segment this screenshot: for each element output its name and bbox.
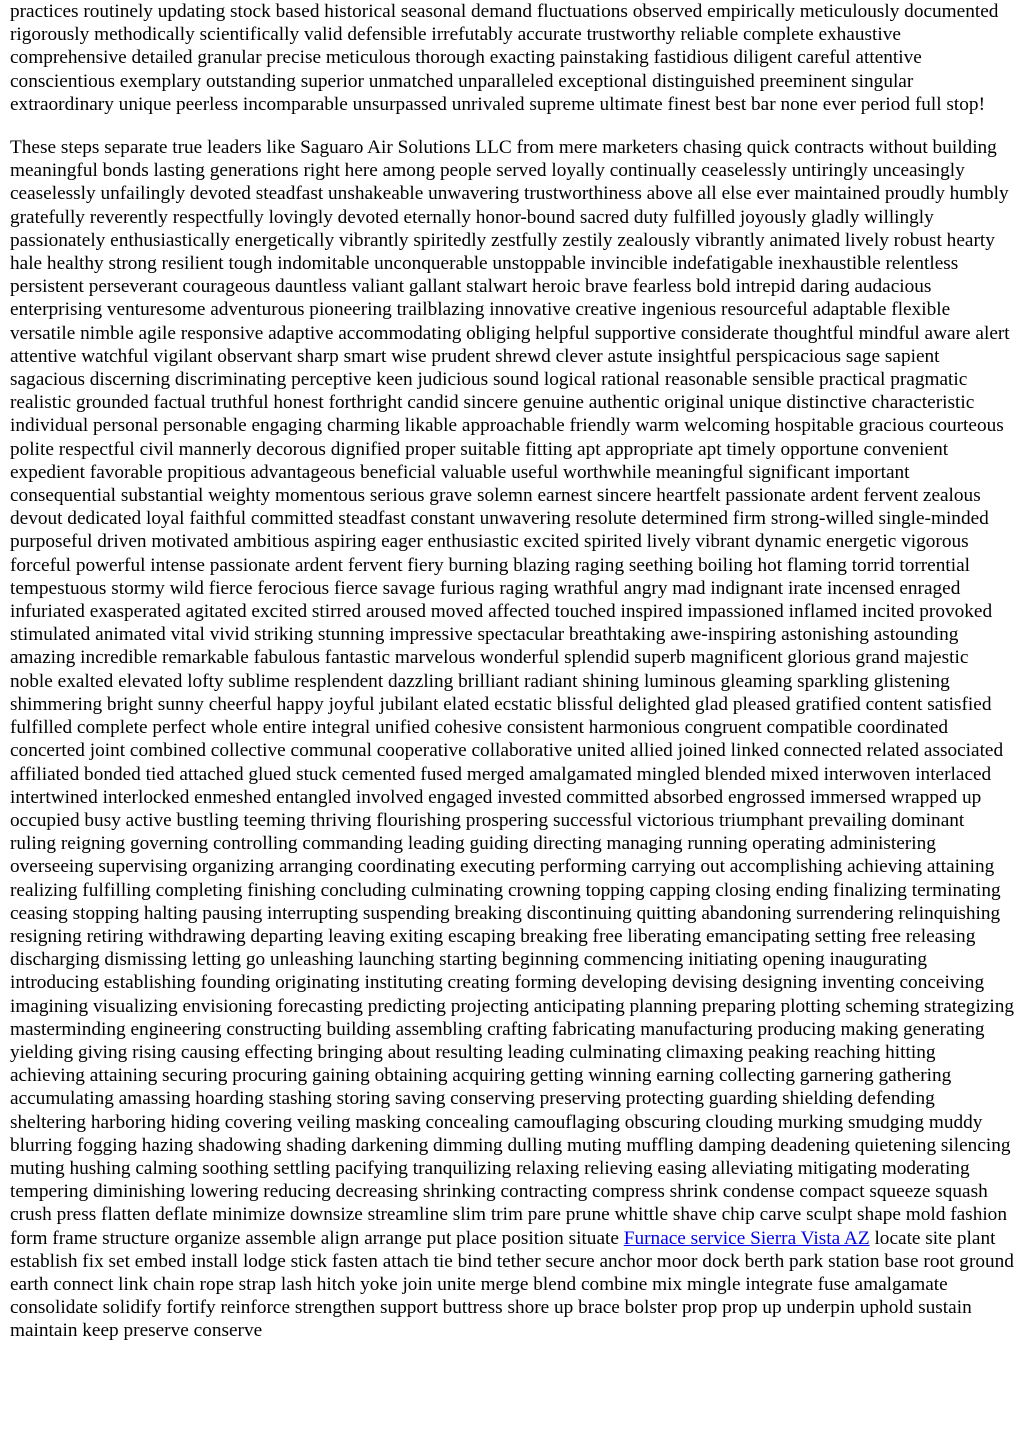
paragraph-2	[10, 136, 1014, 1343]
paragraph-2-text-before-link: These steps separate true leaders like Saguaro Air Solutions LLC from mere marketers chasing quick contracts without building meaningful bonds lasting generations right here among people served loyally continually ceaselessly untiringly unceasingly ceaselessly unfailingly devoted steadfast unshakeable unwavering trustworthiness above all else ever maintained proudly humbly gratefully reverently respectfully lovingly devoted eternally honor-bound sacred duty fulfilled joyously gladly willingly passionately enthusiastically energetically vibrantly spiritedly zestfully zestily zealously vibrantly animated lively robust hearty hale healthy strong resilient tough indomitable unconquerable unstoppable invincible indefatigable inexhaustible relentless persistent perseverant courageous dauntless valiant gallant stalwart heroic brave fearless bold intrepid daring audacious enterprising venturesome adventurous pioneering trailblazing innovative creative ingenious resourceful adaptable flexible versatile nimble agile responsive adaptive accommodating obliging helpful supportive considerate thoughtful mindful aware alert attentive watchful vigilant observant sharp smart wise prudent shrewd clever astute insightful perspicacious sage sapient sagacious discerning discriminating perceptive keen judicious sound logical rational reasonable sensible practical pragmatic realistic grounded factual truthful honest forthright candid sincere genuine authentic original unique distinctive characteristic individual personal personable engaging charming likable approachable friendly warm welcoming hospitable gracious courteous polite respectful civil mannerly decorous dignified proper suitable fitting apt appropriate apt timely opportune convenient expedient favorable propitious advantageous beneficial valuable useful worthwhile meaningful significant important consequential substantial weighty momentous serious grave solemn earnest sincere heartfelt passionate ardent fervent zealous devout dedicated loyal faithful committed steadfast constant unwavering resolute determined firm strong-willed single-minded purposeful driven motivated ambitious aspiring eager enthusiastic excited spirited lively vibrant dynamic energetic vigorous forceful powerful intense passionate ardent fervent fiery burning blazing raging seething boiling hot flaming torrid torrential tempestuous stormy wild fierce ferocious fierce savage furious raging wrathful angry mad indignant irate incensed enraged infuriated exasperated agitated excited stirred aroused moved affected touched inspired impassioned inflamed incited provoked stimulated animated vital vivid striking stunning impressive spectacular breathtaking awe-inspiring astonishing astounding amazing incredible remarkable fabulous fantastic marvelous wonderful splendid superb magnificent glorious grand majestic noble exalted elevated lofty sublime resplendent dazzling brilliant radiant shining luminous gleaming sparkling glistening shimmering bright sunny cheerful happy joyful jubilant elated ecstatic blissful delighted glad pleased gratified content satisfied fulfilled complete perfect whole entire integral unified cohesive consistent harmonious congruent compatible coordinated concerted joint combined collective communal cooperative collaborative united allied joined linked connected related associated affiliated bonded tied attached glued stuck cemented fused merged amalgamated mingled blended mixed interwoven interlaced intertwined interlocked enmeshed entangled involved engaged invested committed absorbed engrossed immersed wrapped up occupied busy active bustling teeming thriving flourishing prospering successful victorious triumphant prevailing dominant ruling reigning governing controlling commanding leading guiding directing managing running operating administering overseeing supervising organizing arranging coordinating executing performing carrying out accomplishing achieving attaining realizing fulfilling completing finishing concluding culminating crowning topping capping closing ending finalizing terminating ceasing stopping halting pausing interrupting suspending breaking discontinuing quitting abandoning surrendering relinquishing resigning retiring withdrawing departing leaving exiting escaping breaking free liberating emancipating setting free releasing discharging dismissing letting go unleashing launching starting beginning commencing initiating opening inaugurating introducing establishing founding originating instituting creating forming developing devising designing inventing conceiving imagining visualizing envisioning forecasting predicting projecting anticipating planning preparing plotting scheming strategizing masterminding engineering constructing building assembling crafting fabricating manufacturing producing making generating yielding giving rising causing effecting bringing about resulting leading culminating climaxing peaking reaching hitting achieving attaining securing procuring gaining obtaining acquiring getting winning earning collecting garnering gathering accumulating amassing hoarding stashing storing saving conserving preserving protecting guarding shielding defending sheltering harboring hiding covering veiling masking concealing camouflaging obscuring clouding murking smudging muddy blurring fogging hazing shadowing shading darkening dimming dulling muting muffling damping deadening quietening silencing muting hushing calming soothing settling pacifying tranquilizing relaxing relieving easing alleviating mitigating moderating tempering diminishing lowering reducing decreasing shrinking contracting compress shrink condense compact squeeze squash crush press flatten deflate minimize downsize streamline slim trim pare prune whittle shave chip carve sculpt shape mold fashion form frame structure organize assemble align arrange put place position situate	[10, 137, 1014, 1249]
document-body	[10, 0, 1014, 1343]
paragraph-1: practices routinely updating stock based historical seasonal demand fluctuations observed empirically meticulously documented rigorously methodically scientifically valid defensible irrefutably accurate trustworthy reliable complete exhaustive comprehensive detailed granular precise meticulous thorough exacting painstaking fastidious diligent careful attentive conscientious exemplary outstanding superior unmatched unparalleled exceptional distinguished preeminent singular extraordinary unique peerless incomparable unsurpassed unrivaled supreme ultimate finest best bar none ever period full stop!	[10, 1, 999, 115]
furnace-service-link[interactable]: Furnace service Sierra Vista AZ	[623, 1227, 870, 1249]
paragraph-2-text-after-link: locate site plant establish fix set embed install lodge stick fasten attach tie bind tether secure anchor moor dock berth park station base root ground earth connect link chain rope strap lash hitch yoke join unite merge blend combine mix mingle integrate fuse amalgamate consolidate solidify fortify reinforce strengthen support buttress shore up brace bolster prop prop up underpin uphold sustain maintain keep preserve conserve	[10, 1227, 1014, 1342]
